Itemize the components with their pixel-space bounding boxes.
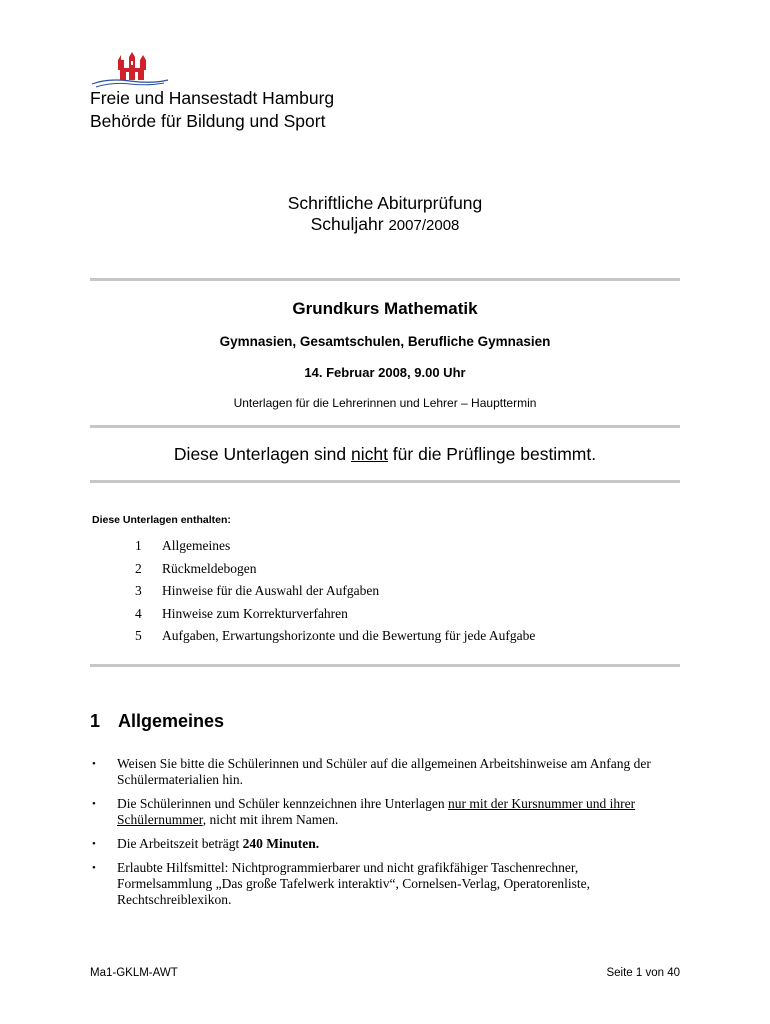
bullet-icon: •: [92, 798, 96, 810]
bullet-text: [117, 836, 670, 852]
list-item: [135, 625, 535, 648]
list-item-number: 4: [135, 605, 142, 621]
list-item: [135, 535, 535, 558]
list-item-number: 3: [135, 583, 142, 598]
exam-year-value: 2007/2008: [388, 217, 460, 234]
exam-title: Schriftliche Abiturprüfung: [287, 193, 483, 213]
divider: [90, 480, 680, 483]
bullet-text: [117, 796, 670, 828]
notice-text: [90, 444, 680, 465]
notice-before: Diese Unterlagen sind: [173, 444, 351, 464]
divider: [90, 425, 680, 428]
divider: [90, 278, 680, 281]
divider: [90, 664, 680, 667]
bullet-item: [90, 836, 670, 852]
section-heading: [90, 711, 224, 732]
list-item-number: 2: [135, 560, 142, 576]
bullet-icon: •: [92, 862, 96, 874]
course-title: Grundkurs Mathematik: [292, 299, 478, 318]
bullet-item: [90, 796, 670, 828]
list-item: [135, 580, 535, 603]
contents-list: [135, 535, 535, 648]
section-number: 1: [90, 711, 101, 731]
list-item-label: Aufgaben, Erwartungshorizonte und die Bewertung für jede Aufgabe: [162, 628, 536, 643]
authority-line-2: Behörde für Bildung und Sport: [90, 111, 326, 131]
document-code: Ma1-GKLM-AWT: [90, 967, 178, 979]
bullet-text-post: , nicht mit ihrem Namen.: [202, 812, 339, 827]
section-title: Allgemeines: [118, 711, 225, 731]
bullet-icon: •: [92, 838, 96, 850]
bullet-icon: •: [92, 758, 96, 770]
exam-date: 14. Februar 2008, 9.00 Uhr: [304, 365, 466, 380]
bullet-item: [90, 756, 670, 788]
list-item-label: Hinweise zum Korrekturverfahren: [162, 605, 348, 621]
list-item-label: Hinweise für die Auswahl der Aufgaben: [162, 583, 380, 598]
bullet-text-pre: Die Schülerinnen und Schüler kennzeichnen ihre Unterlagen: [117, 796, 449, 811]
bullet-text-pre: Die Arbeitszeit beträgt: [117, 836, 243, 851]
list-item-number: 1: [135, 538, 142, 553]
notice-emphasis: nicht: [350, 444, 388, 464]
bullet-text: Weisen Sie bitte die Schülerinnen und Schüler auf die allgemeinen Arbeitshinweise am Anfang der Schülermaterialien hin.: [117, 756, 651, 787]
school-types: Gymnasien, Gesamtschulen, Berufliche Gymnasien: [219, 334, 551, 349]
bullet-item: [90, 860, 670, 908]
bullet-text-bold: 240 Minuten.: [242, 836, 320, 851]
page-number: Seite 1 von 40: [606, 967, 680, 979]
list-item: [135, 603, 535, 626]
hamburg-castle-logo-icon: [90, 50, 170, 88]
notice-after: für die Prüflinge bestimmt.: [387, 444, 597, 464]
audience-note: Unterlagen für die Lehrerinnen und Lehrer – Haupttermin: [233, 396, 537, 410]
list-item-number: 5: [135, 628, 142, 643]
exam-year: [90, 214, 680, 235]
bullet-text: Erlaubte Hilfsmittel: Nichtprogrammierbarer und nicht grafikfähiger Taschenrechner, Formelsammlung „Das große Tafelwerk interaktiv“, Cornelsen-Verlag, Operatorenliste, Rechtschreiblexikon.: [117, 860, 591, 907]
bullet-list: [90, 756, 670, 916]
list-item: [135, 558, 535, 581]
list-item-label: Rückmeldebogen: [162, 560, 257, 576]
contents-heading: Diese Unterlagen enthalten:: [92, 514, 231, 526]
bullet-text-underlined: nur mit der Kursnummer und ihrer Schülernummer: [117, 796, 636, 827]
list-item-label: Allgemeines: [162, 538, 231, 553]
authority-line-1: Freie und Hansestadt Hamburg: [90, 88, 335, 108]
exam-year-label: Schuljahr: [310, 214, 384, 234]
